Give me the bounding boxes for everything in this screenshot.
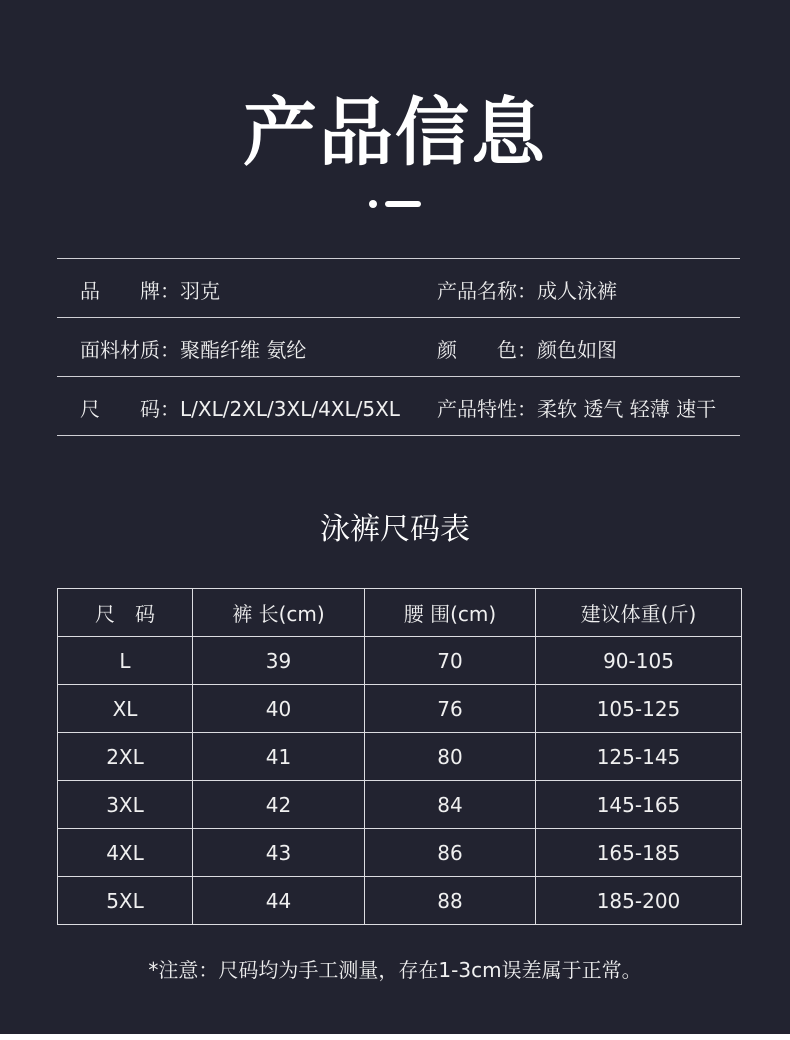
table-row	[58, 637, 742, 685]
table-row	[58, 829, 742, 877]
decoration-dot	[369, 200, 377, 208]
cell-size: XL	[58, 685, 193, 733]
decoration-dash	[385, 201, 421, 207]
info-row	[57, 376, 740, 436]
cell-size: 4XL	[58, 829, 193, 877]
cell-weight: 145-165	[536, 781, 742, 829]
info-color-label: 颜 色	[437, 338, 517, 362]
size-table	[57, 588, 742, 925]
info-product-name: 产品名称：成人泳裤	[437, 279, 617, 303]
info-color-value: 颜色如图	[537, 338, 617, 362]
cell-weight: 105-125	[536, 685, 742, 733]
product-info-panel	[57, 258, 740, 436]
info-product-name-label: 产品名称	[437, 279, 517, 303]
cell-length: 39	[193, 637, 365, 685]
cell-weight: 165-185	[536, 829, 742, 877]
header-size: 尺 码	[58, 589, 193, 637]
info-material: 面料材质：聚酯纤维 氨纶	[80, 338, 307, 362]
cell-size: 5XL	[58, 877, 193, 925]
info-color: 颜 色 ：颜色如图	[437, 318, 617, 376]
info-features-value: 柔软 透气 轻薄 速干	[537, 397, 717, 421]
info-size: 尺 码 ：L/XL/2XL/3XL/4XL/5XL	[80, 377, 400, 435]
header-waist: 腰 围(cm)	[365, 589, 536, 637]
cell-waist: 70	[365, 637, 536, 685]
cell-length: 44	[193, 877, 365, 925]
cell-weight: 185-200	[536, 877, 742, 925]
cell-size: 3XL	[58, 781, 193, 829]
cell-waist: 80	[365, 733, 536, 781]
info-brand-value: 羽克	[180, 279, 220, 303]
header-weight: 建议体重(斤)	[536, 589, 742, 637]
info-row	[57, 258, 740, 317]
cell-waist: 86	[365, 829, 536, 877]
bottom-divider	[0, 1034, 790, 1040]
info-material-label: 面料材质	[80, 338, 160, 362]
table-row	[58, 877, 742, 925]
info-row	[57, 317, 740, 376]
cell-waist: 84	[365, 781, 536, 829]
cell-length: 40	[193, 685, 365, 733]
cell-waist: 76	[365, 685, 536, 733]
page-title: 产品信息	[243, 90, 547, 176]
cell-waist: 88	[365, 877, 536, 925]
cell-weight: 90-105	[536, 637, 742, 685]
info-brand: 品 牌 ：羽克	[80, 259, 220, 317]
cell-length: 42	[193, 781, 365, 829]
info-material-value: 聚酯纤维 氨纶	[180, 338, 307, 362]
info-features: 产品特性：柔软 透气 轻薄 速干	[437, 397, 717, 421]
cell-size: 2XL	[58, 733, 193, 781]
cell-size: L	[58, 637, 193, 685]
title-decoration	[369, 200, 429, 208]
table-row	[58, 733, 742, 781]
info-product-name-value: 成人泳裤	[537, 279, 617, 303]
info-size-value: L/XL/2XL/3XL/4XL/5XL	[180, 397, 400, 421]
info-features-label: 产品特性	[437, 397, 517, 421]
cell-length: 43	[193, 829, 365, 877]
cell-length: 41	[193, 733, 365, 781]
info-brand-label: 品 牌	[80, 279, 160, 303]
cell-weight: 125-145	[536, 733, 742, 781]
header-length: 裤 长(cm)	[193, 589, 365, 637]
table-row	[58, 781, 742, 829]
size-table-header-row	[58, 589, 742, 637]
size-table-title: 泳裤尺码表	[320, 512, 470, 547]
size-table-body	[58, 637, 742, 925]
info-size-label: 尺 码	[80, 397, 160, 421]
table-row	[58, 685, 742, 733]
measurement-note: *注意：尺码均为手工测量，存在1-3cm误差属于正常。	[148, 958, 642, 982]
